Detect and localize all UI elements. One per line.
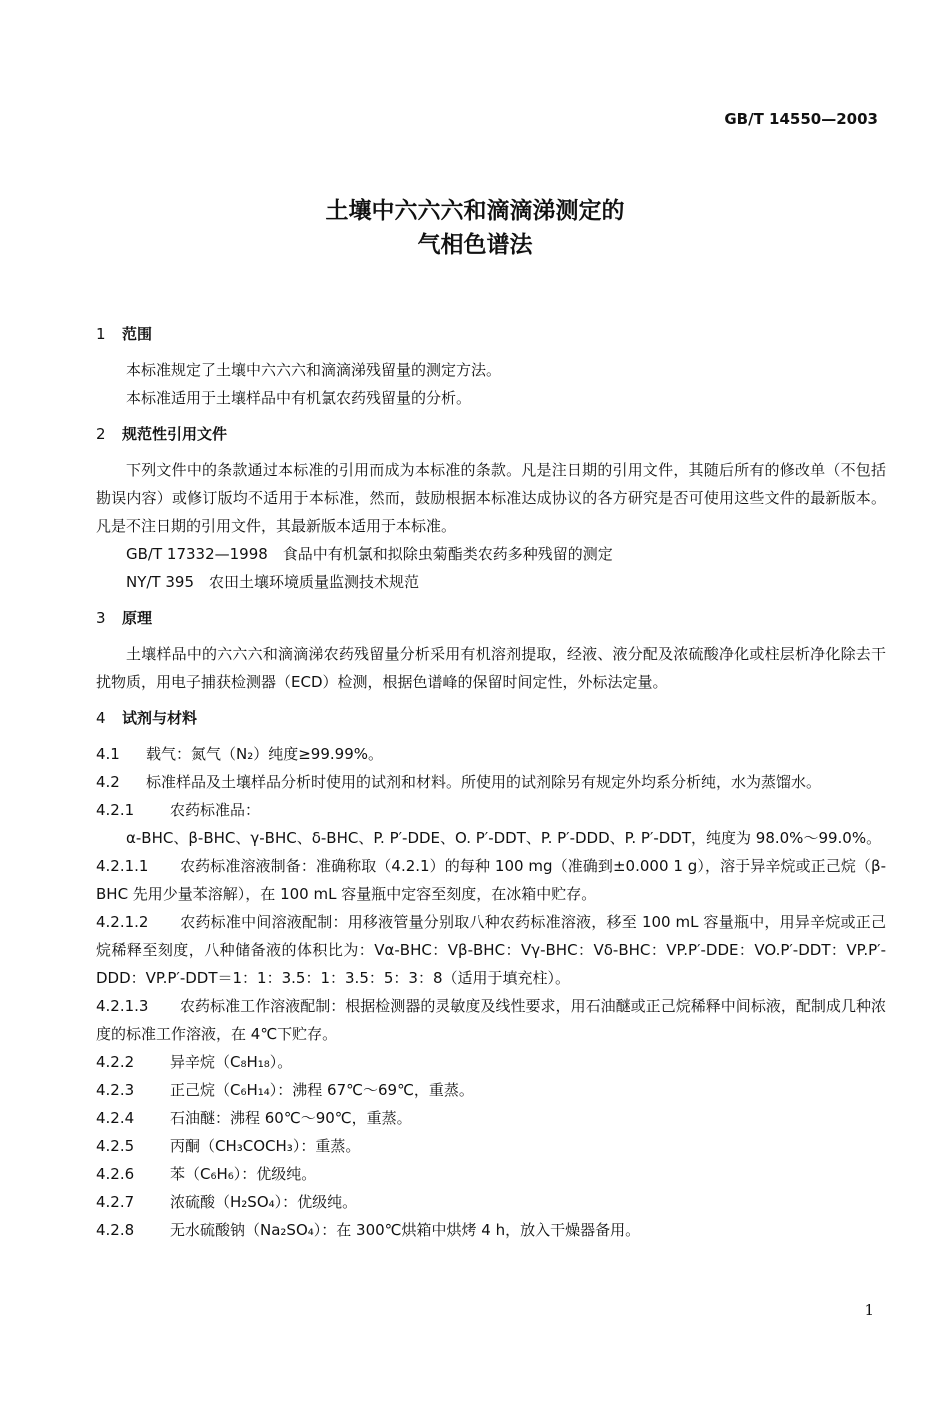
section-3-heading: 3 原理 — [96, 609, 153, 627]
clause-4-2-2: 4.2.2 异辛烷（C₈H₁₈）。 — [96, 1053, 293, 1071]
section-1-paragraph: 本标准规定了土壤中六六六和滴滴涕残留量的测定方法。 — [126, 361, 502, 379]
section-2-paragraph: 下列文件中的条款通过本标准的引用而成为本标准的条款。凡是注日期的引用文件，其随后所有的修改单（不包括勘误内容）或修订版均不适用于本标准，然而，鼓励根据本标准达成协议的各方研究是否可使用这些文件的最新版本。凡是不注日期的引用文件，其最新版本适用于本标准。 — [96, 461, 886, 535]
section-1-paragraph: 本标准适用于土壤样品中有机氯农药残留量的分析。 — [126, 389, 472, 407]
clause-4-2-1: 4.2.1 农药标准品： — [96, 801, 261, 819]
clause-4-2-8: 4.2.8 无水硫酸钠（Na₂SO₄）：在 300℃烘箱中烘烤 4 h，放入干燥器备用。 — [96, 1221, 641, 1239]
clause-4-2-3: 4.2.3 正己烷（C₆H₁₄）：沸程 67℃～69℃，重蒸。 — [96, 1081, 474, 1099]
page-number: 1 — [864, 1301, 874, 1319]
reference-item: GB/T 17332—1998 食品中有机氯和拟除虫菊酯类农药多种残留的测定 — [126, 545, 613, 563]
section-1-heading: 1 范围 — [96, 325, 153, 343]
section-4-heading: 4 试剂与材料 — [96, 709, 198, 727]
clause-4-2-4: 4.2.4 石油醚：沸程 60℃～90℃，重蒸。 — [96, 1109, 412, 1127]
document-title — [0, 194, 950, 262]
clause-4-2-1-body: α-BHC、β-BHC、γ-BHC、δ-BHC、P. P′-DDE、O. P′-DDT、P. P′-DDD、P. P′-DDT，纯度为 98.0%～99.0%。 — [126, 829, 882, 847]
document-body — [96, 320, 886, 1244]
reference-item: NY/T 395 农田土壤环境质量监测技术规范 — [126, 573, 419, 591]
title-line-2: 气相色谱法 — [417, 232, 533, 258]
clause-4-2-6: 4.2.6 苯（C₆H₆）：优级纯。 — [96, 1165, 317, 1183]
clause-4-2-5: 4.2.5 丙酮（CH₃COCH₃）：重蒸。 — [96, 1137, 361, 1155]
clause-4-2: 4.2 标准样品及土壤样品分析时使用的试剂和材料。所使用的试剂除另有规定外均系分析纯，水为蒸馏水。 — [96, 773, 822, 791]
standard-number: GB/T 14550—2003 — [724, 110, 878, 128]
clause-4-1: 4.1 载气：氮气（N₂）纯度≥99.99%。 — [96, 745, 383, 763]
section-2-heading: 2 规范性引用文件 — [96, 425, 228, 443]
clause-4-2-7: 4.2.7 浓硫酸（H₂SO₄）：优级纯。 — [96, 1193, 358, 1211]
title-line-1: 土壤中六六六和滴滴涕测定的 — [325, 198, 625, 224]
clause-4-2-1-1: 4.2.1.1 农药标准溶液制备：准确称取（4.2.1）的每种 100 mg（准确到±0.000 1 g），溶于异辛烷或正己烷（β-BHC 先用少量苯溶解），在 100 mL 容量瓶中定容至刻度，在冰箱中贮存。 — [96, 857, 886, 903]
section-3-paragraph: 土壤样品中的六六六和滴滴涕农药残留量分析采用有机溶剂提取，经液、液分配及浓硫酸净化或柱层析净化除去干扰物质，用电子捕获检测器（ECD）检测，根据色谱峰的保留时间定性，外标法定量。 — [96, 645, 886, 691]
clause-4-2-1-3: 4.2.1.3 农药标准工作溶液配制：根据检测器的灵敏度及线性要求，用石油醚或正己烷稀释中间标液，配制成几种浓度的标准工作溶液，在 4℃下贮存。 — [96, 997, 886, 1043]
clause-4-2-1-2: 4.2.1.2 农药标准中间溶液配制：用移液管量分别取八种农药标准溶液，移至 100 mL 容量瓶中，用异辛烷或正己烷稀释至刻度，八种储备液的体积比为：Vα-BHC：Vβ-BHC：Vγ-BHC：Vδ-BHC：VP.P′-DDE：VO.P′-DDT：VP.P′-DDD：VP.P′-DDT＝1：1：3.5：1：3.5：5：3：8（适用于填充柱）。 — [96, 913, 886, 987]
